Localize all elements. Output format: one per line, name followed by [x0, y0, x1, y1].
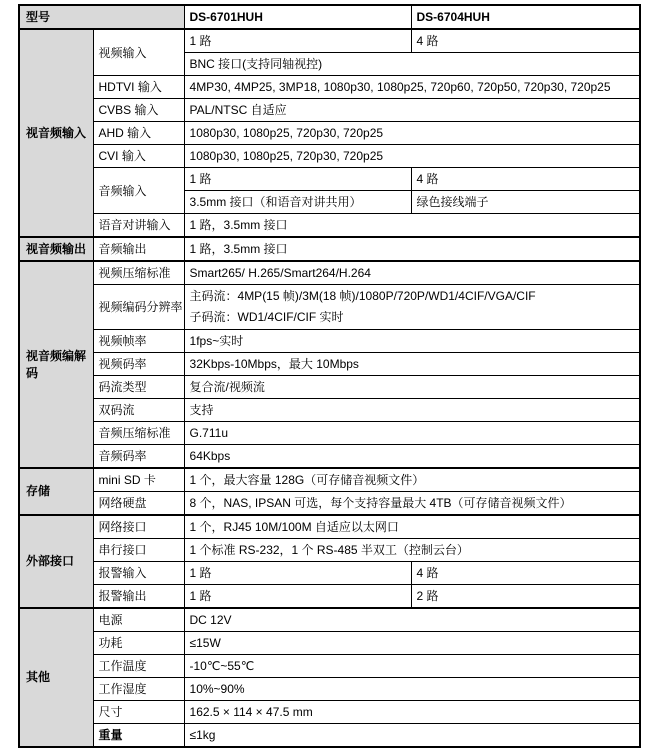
spec-value-alarm-in-ch1: 1 路 [184, 562, 411, 585]
row-talk-input [19, 214, 640, 238]
row-serial [19, 539, 640, 562]
model-header-label: 型号 [19, 5, 184, 29]
spec-label-dual-stream: 双码流 [93, 399, 184, 422]
row-audio-output [19, 237, 640, 261]
spec-label-weight: 重量 [93, 724, 184, 748]
row-ahd [19, 122, 640, 145]
spec-value-work-temp: -10℃~55℃ [184, 655, 640, 678]
spec-value-net-hdd: 8 个，NAS, IPSAN 可选，每个支持容量最大 4TB（可存储音视频文件） [184, 492, 640, 516]
spec-value-alarm-out-ch1: 1 路 [184, 585, 411, 609]
row-hdtvi [19, 76, 640, 99]
spec-value-video-bitrate: 32Kbps-10Mbps，最大 10Mbps [184, 353, 640, 376]
spec-label-stream-type: 码流类型 [93, 376, 184, 399]
group-label-av-codec: 视音频编解码 [19, 261, 93, 468]
row-net-hdd [19, 492, 640, 516]
main-stream-line: 主码流：4MP(15 帧)/3M(18 帧)/1080P/720P/WD1/4CIF/VGA/CIF [189, 289, 536, 303]
group-label-others: 其他 [19, 608, 93, 747]
row-video-framerate [19, 330, 640, 353]
spec-value-ahd: 1080p30, 1080p25, 720p30, 720p25 [184, 122, 640, 145]
spec-label-network: 网络接口 [93, 515, 184, 539]
row-cvi [19, 145, 640, 168]
spec-label-mini-sd: mini SD 卡 [93, 468, 184, 492]
spec-label-work-humidity: 工作湿度 [93, 678, 184, 701]
row-cvbs [19, 99, 640, 122]
spec-value-video-compression: Smart265/ H.265/Smart264/H.264 [184, 261, 640, 285]
spec-label-cvbs: CVBS 输入 [93, 99, 184, 122]
spec-label-audio-output: 音频输出 [93, 237, 184, 261]
group-label-av-input: 视音频输入 [19, 29, 93, 237]
group-label-av-output: 视音频输出 [19, 237, 93, 261]
spec-value-encode-resolution [184, 285, 640, 330]
spec-value-dimensions: 162.5 × 114 × 47.5 mm [184, 701, 640, 724]
spec-value-work-humidity: 10%~90% [184, 678, 640, 701]
group-label-external: 外部接口 [19, 515, 93, 608]
spec-value-hdtvi: 4MP30, 4MP25, 3MP18, 1080p30, 1080p25, 720p60, 720p50, 720p30, 720p25 [184, 76, 640, 99]
spec-label-video-framerate: 视频帧率 [93, 330, 184, 353]
row-alarm-out [19, 585, 640, 609]
spec-label-net-hdd: 网络硬盘 [93, 492, 184, 516]
spec-value-video-input-ch2: 4 路 [411, 29, 640, 53]
spec-value-consumption: ≤15W [184, 632, 640, 655]
spec-value-stream-type: 复合流/视频流 [184, 376, 640, 399]
row-audio-bitrate [19, 445, 640, 469]
spec-label-audio-input: 音频输入 [93, 168, 184, 214]
spec-label-video-input: 视频输入 [93, 29, 184, 76]
spec-label-dimensions: 尺寸 [93, 701, 184, 724]
spec-value-mini-sd: 1 个，最大容量 128G（可存储音视频文件） [184, 468, 640, 492]
spec-value-serial: 1 个标准 RS-232，1 个 RS-485 半双工（控制云台） [184, 539, 640, 562]
row-audio-compression [19, 422, 640, 445]
spec-value-weight: ≤1kg [184, 724, 640, 748]
spec-label-video-bitrate: 视频码率 [93, 353, 184, 376]
model-name-1: DS-6701HUH [184, 5, 411, 29]
spec-value-audio-compression: G.711u [184, 422, 640, 445]
row-video-compression [19, 261, 640, 285]
spec-value-audio-input-ch2: 4 路 [411, 168, 640, 191]
row-alarm-in [19, 562, 640, 585]
row-model [19, 5, 640, 29]
spec-value-audio-output: 1 路，3.5mm 接口 [184, 237, 640, 261]
spec-label-alarm-out: 报警输出 [93, 585, 184, 609]
spec-value-network: 1 个，RJ45 10M/100M 自适应以太网口 [184, 515, 640, 539]
spec-label-cvi: CVI 输入 [93, 145, 184, 168]
spec-label-encode-resolution: 视频编码分辨率 [93, 285, 184, 330]
spec-value-video-input-ch1: 1 路 [184, 29, 411, 53]
spec-value-audio-bitrate: 64Kbps [184, 445, 640, 469]
row-work-temp [19, 655, 640, 678]
spec-value-talk-input: 1 路，3.5mm 接口 [184, 214, 640, 238]
spec-value-alarm-in-ch2: 4 路 [411, 562, 640, 585]
row-power [19, 608, 640, 632]
row-video-input-channels [19, 29, 640, 53]
row-stream-type [19, 376, 640, 399]
row-encode-resolution [19, 285, 640, 330]
row-network [19, 515, 640, 539]
spec-value-power: DC 12V [184, 608, 640, 632]
spec-value-audio-input-if1: 3.5mm 接口（和语音对讲共用） [184, 191, 411, 214]
spec-label-serial: 串行接口 [93, 539, 184, 562]
row-weight [19, 724, 640, 748]
spec-label-alarm-in: 报警输入 [93, 562, 184, 585]
spec-label-power: 电源 [93, 608, 184, 632]
spec-value-cvi: 1080p30, 1080p25, 720p30, 720p25 [184, 145, 640, 168]
row-dimensions [19, 701, 640, 724]
spec-label-audio-bitrate: 音频码率 [93, 445, 184, 469]
row-dual-stream [19, 399, 640, 422]
spec-label-video-compression: 视频压缩标准 [93, 261, 184, 285]
spec-label-ahd: AHD 输入 [93, 122, 184, 145]
row-mini-sd [19, 468, 640, 492]
spec-label-consumption: 功耗 [93, 632, 184, 655]
spec-value-alarm-out-ch2: 2 路 [411, 585, 640, 609]
group-label-storage: 存储 [19, 468, 93, 515]
row-video-bitrate [19, 353, 640, 376]
row-consumption [19, 632, 640, 655]
row-audio-input-channels [19, 168, 640, 191]
spec-table [18, 4, 641, 748]
spec-value-audio-input-ch1: 1 路 [184, 168, 411, 191]
spec-value-dual-stream: 支持 [184, 399, 640, 422]
row-work-humidity [19, 678, 640, 701]
model-name-2: DS-6704HUH [411, 5, 640, 29]
spec-label-audio-compression: 音频压缩标准 [93, 422, 184, 445]
spec-label-work-temp: 工作温度 [93, 655, 184, 678]
spec-value-video-framerate: 1fps~实时 [184, 330, 640, 353]
spec-value-video-input-interface: BNC 接口(支持同轴视控) [184, 53, 640, 76]
spec-label-hdtvi: HDTVI 输入 [93, 76, 184, 99]
spec-value-audio-input-if2: 绿色接线端子 [411, 191, 640, 214]
sub-stream-line: 子码流：WD1/4CIF/CIF 实时 [189, 310, 344, 324]
spec-value-cvbs: PAL/NTSC 自适应 [184, 99, 640, 122]
spec-label-talk-input: 语音对讲输入 [93, 214, 184, 238]
